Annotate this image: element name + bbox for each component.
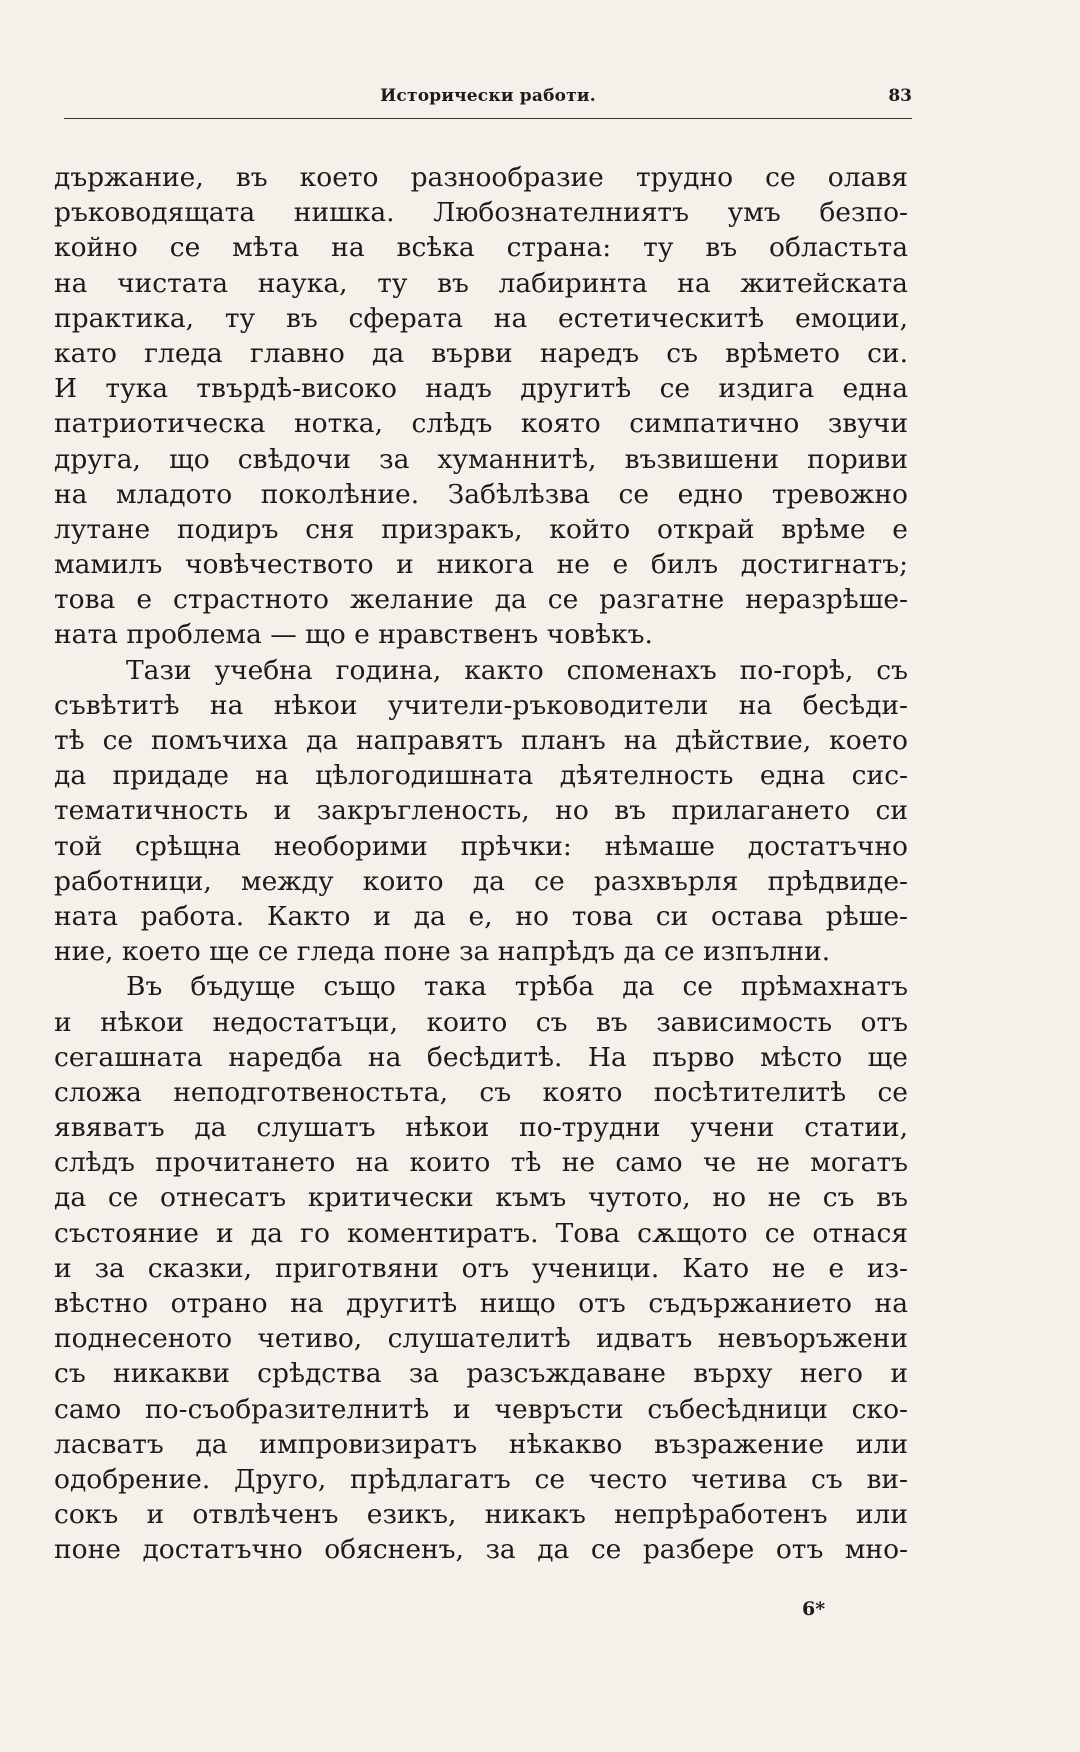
text-line: сегашната наредба на бесѣдитѣ. На първо мѣсто ще xyxy=(54,1041,908,1073)
text-line: лутане подиръ сня призракъ, който открай врѣме е xyxy=(54,513,908,545)
text-line: състояние и да го коментиратъ. Това сѫщото се отнася xyxy=(54,1217,908,1249)
text-line: одобрение. Друго, прѣдлагатъ се често четива съ ви- xyxy=(54,1463,908,1495)
header-rule xyxy=(64,118,912,119)
text-line: Тази учебна година, както споменахъ по-горѣ, съ xyxy=(126,654,908,686)
text-line: на младото поколѣние. Забѣлѣзва се едно тревожно xyxy=(54,478,908,510)
body-text xyxy=(54,160,908,1568)
text-line: да придаде на цѣлогодишната дѣятелность една сис- xyxy=(54,760,908,792)
text-line: койно се мѣта на всѣка страна: ту въ областьта xyxy=(54,232,908,264)
text-line: сложа неподготвеностьта, съ която посѣтителитѣ се xyxy=(54,1076,908,1108)
text-line: той срѣщна необорими прѣчки: нѣмаше достатъчно xyxy=(54,830,908,862)
text-line: работници, между които да се разхвърля прѣдвиде- xyxy=(54,865,908,897)
running-title: Исторически работи. xyxy=(380,86,596,106)
signature-mark: 6* xyxy=(802,1598,826,1620)
text-line: ние, което ще се гледа поне за напрѣдъ да се изпълни. xyxy=(54,936,831,968)
text-line: и нѣкои недостатъци, които съ въ зависимость отъ xyxy=(54,1006,908,1038)
text-line: държание, въ което разнообразие трудно се олавя xyxy=(54,162,908,193)
text-line: ната проблема — що е нравственъ човѣкъ. xyxy=(54,619,653,651)
text-line: друга, що свѣдочи за хуманнитѣ, възвишени пориви xyxy=(54,443,908,475)
text-line: като гледа главно да върви наредъ съ врѣмето си. xyxy=(54,337,908,369)
text-line: съвѣтитѣ на нѣкои учители-ръководители на бесѣди- xyxy=(54,689,908,721)
text-line: слѣдъ прочитането на които тѣ не само че не могатъ xyxy=(54,1147,908,1179)
text-line: практика, ту въ сферата на естетическитѣ емоции, xyxy=(54,302,908,334)
text-line: Въ бъдуще също така трѣба да се прѣмахнатъ xyxy=(126,971,908,1003)
text-line: ръководящата нишка. Любознателниятъ умъ безпо- xyxy=(54,197,908,229)
text-line: патриотическа нотка, слѣдъ която симпатично звучи xyxy=(54,408,908,440)
text-line: ната работа. Както и да е, но това си остава рѣше- xyxy=(54,900,908,932)
page-number: 83 xyxy=(888,86,912,106)
text-line: вѣстно отрано на другитѣ нищо отъ съдържанието на xyxy=(54,1288,908,1319)
text-line: поднесеното четиво, слушателитѣ идватъ невъоръжени xyxy=(54,1323,908,1355)
text-line: само по-съобразителнитѣ и чевръсти събесѣдници ско- xyxy=(54,1393,908,1425)
text-line: това е страстното желание да се разгатне неразрѣше- xyxy=(54,584,908,616)
text-line: мамилъ човѣчеството и никога не е билъ достигнатъ; xyxy=(54,549,908,581)
text-line: съ никакви срѣдства за разсъждаване върху него и xyxy=(54,1358,908,1390)
text-line: на чистата наука, ту въ лабиринта на житейската xyxy=(54,267,908,299)
text-line: да се отнесатъ критически къмъ чутото, но не съ въ xyxy=(54,1182,908,1214)
text-line: поне достатъчно обясненъ, за да се разбере отъ мно- xyxy=(54,1534,908,1566)
text-line: тѣ се помъчиха да направятъ планъ на дѣйствие, което xyxy=(54,725,908,756)
text-line: ласватъ да импровизиратъ нѣкакво възражение или xyxy=(54,1428,908,1460)
running-head xyxy=(64,86,912,120)
text-line: явяватъ да слушатъ нѣкои по-трудни учени статии, xyxy=(54,1112,908,1144)
text-line: сокъ и отвлѣченъ езикъ, никакъ непрѣработенъ или xyxy=(54,1499,908,1531)
text-line: тематичность и закръгленость, но въ прилагането си xyxy=(54,795,908,827)
text-line: и за сказки, приготвяни отъ ученици. Като не е из- xyxy=(54,1252,908,1284)
text-line: И тука твърдѣ-високо надъ другитѣ се издига една xyxy=(54,373,908,405)
